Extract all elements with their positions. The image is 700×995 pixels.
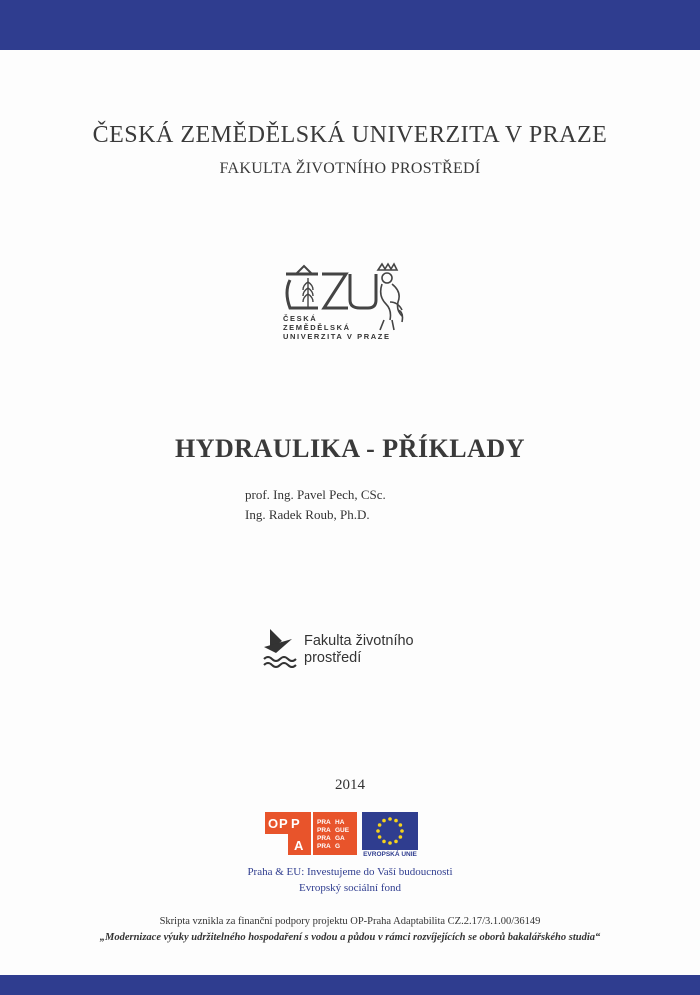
czu-logo-text: [283, 314, 391, 341]
oppa-letter-p1: P: [279, 816, 288, 831]
faculty-logo-line1: Fakulta životního: [304, 633, 414, 649]
eu-star: [382, 840, 386, 844]
praha-row3b: GA: [335, 835, 345, 842]
eu-flag-icon: [362, 812, 418, 850]
eu-star: [388, 817, 392, 821]
author-2: Ing. Radek Roub, Ph.D.: [245, 507, 370, 522]
eu-star: [400, 829, 404, 833]
faculty-name: FAKULTA ŽIVOTNÍHO PROSTŘEDÍ: [219, 160, 481, 177]
oppa-letter-o: O: [268, 816, 279, 831]
czu-mark: [286, 266, 376, 308]
project-name: „Modernizace výuky udržitelného hospodaření s vodou a půdou v rámci rozvíjejících se oborů bakalářského studia“: [99, 932, 601, 943]
praha-row2a: PRA: [317, 827, 331, 834]
czu-logo-line3: UNIVERZITA V PRAZE: [283, 332, 391, 341]
wheat-ear-icon: [303, 278, 313, 308]
praha-row1a: PRA: [317, 819, 331, 826]
eu-star: [399, 835, 403, 839]
praha-logo: [313, 812, 357, 855]
czu-logo-line1: ČESKÁ: [283, 314, 318, 323]
oppa-letter-a: A: [294, 838, 304, 853]
author-list: [245, 485, 386, 525]
funding-note: Skripta vznikla za finanční podpory projektu OP-Praha Adaptabilita CZ.2.17/3.1.00/36149: [159, 916, 541, 927]
eu-star: [378, 823, 382, 827]
eu-star: [388, 841, 392, 845]
faculty-logo-line2: prostředí: [304, 650, 362, 666]
oppa-logo: [265, 812, 311, 855]
publication-year: 2014: [335, 777, 365, 793]
author-1: prof. Ing. Pavel Pech, CSc.: [245, 487, 386, 502]
eu-label: EVROPSKÁ UNIE: [363, 851, 417, 858]
eu-star: [378, 835, 382, 839]
praha-row4a: PRA: [317, 843, 331, 850]
oppa-letter-p2: P: [291, 816, 300, 831]
book-title: HYDRAULIKA - PŘÍKLADY: [175, 434, 525, 463]
praha-row4b: G: [335, 843, 341, 850]
praha-row2b: GUE: [335, 827, 350, 834]
sponsor-fund: Evropský sociální fond: [298, 882, 402, 894]
eu-star: [376, 829, 380, 833]
praha-row1b: HA: [335, 819, 345, 826]
eu-star: [394, 819, 398, 823]
eu-star: [399, 823, 403, 827]
university-name: ČESKÁ ZEMĚDĚLSKÁ UNIVERZITA V PRAZE: [92, 122, 608, 148]
eu-star: [394, 840, 398, 844]
bottom-color-band: [0, 975, 700, 995]
faculty-logo-text: [304, 633, 414, 667]
praha-row3a: PRA: [317, 835, 331, 842]
bird-wave-icon: [262, 625, 298, 669]
top-color-band: [0, 0, 700, 50]
sponsor-slogan: Praha & EU: Investujeme do Vaší budoucnosti: [247, 866, 453, 878]
czu-logo-line2: ZEMĚDĚLSKÁ: [283, 323, 351, 332]
eu-star: [382, 819, 386, 823]
